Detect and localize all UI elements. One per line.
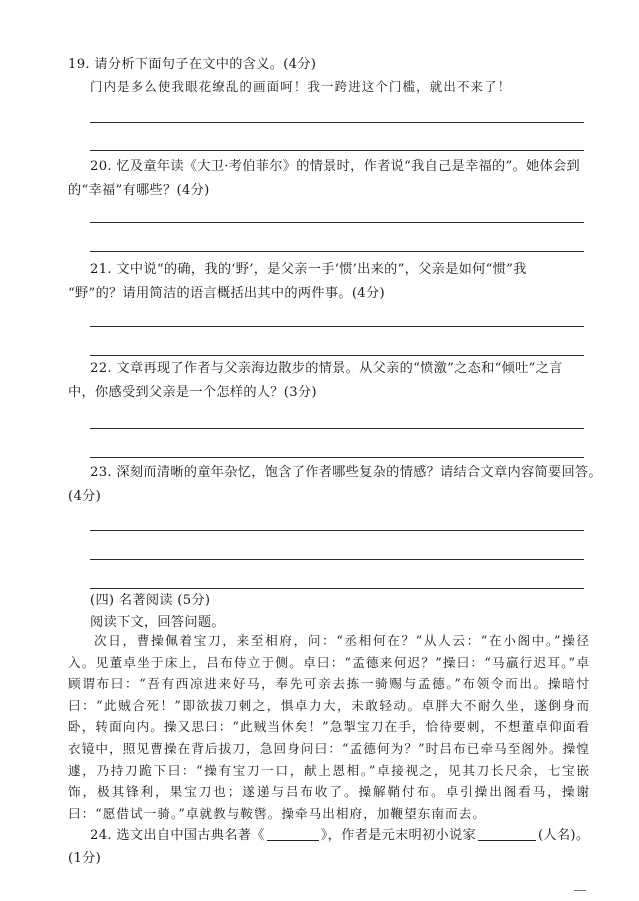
answer-line-23-1[interactable] <box>90 530 584 531</box>
answer-line-21-1[interactable] <box>90 326 584 327</box>
answer-line-21-2[interactable] <box>90 355 584 356</box>
question-24-line1 <box>90 826 610 845</box>
question-22-line2: 中，你感受到父亲是一个怎样的人？(3分) <box>68 385 317 400</box>
section-4-instruction: 阅读下文，回答问题。 <box>90 615 225 630</box>
answer-line-22-1[interactable] <box>90 428 584 429</box>
section-4-heading: (四) 名著阅读 (5分) <box>90 593 211 608</box>
question-24-part3: (人名)。 <box>537 828 590 843</box>
question-20-line1: 20. 忆及童年读《大卫·考伯菲尔》的情景时，作者说“我自己是幸福的”。她体会到 <box>90 159 581 174</box>
question-19-quote: 门内是多么使我眼花缭乱的画面呵！我一跨进这个门槛，就出不来了！ <box>90 79 512 94</box>
page-mark <box>574 890 586 891</box>
reading-passage: 次日，曹操佩着宝刀，来至相府，问：“丞相何在？”从人云：“在小阁中。”操径入。见董卓坐于床上，吕布侍立于侧。卓曰：“孟德来何迟？”操曰：“马羸行迟耳。”卓顾谓布曰：“吾有西凉进来好马，奉先可亲去拣一骑赐与孟德。”布领令而出。操暗忖曰：“此贼合死！”即欲拔刀刺之，惧卓力大，未敢轻动。卓胖大不耐久坐，遂倒身而卧，转面向内。操又思曰：“此贼当休矣！”急掣宝刀在手，恰待要刺，不想董卓仰面看衣镜中，照见曹操在背后拔刀，急回身问曰：“孟德何为？”时吕布已牵马至阁外。操惶遽，乃持刀跪下曰：“操有宝刀一口，献上恩相。”卓接视之，见其刀长尺余，七宝嵌饰，极其锋利，果宝刀也；遂递与吕布收了。操解鞘付布。卓引操出阁看马，操谢曰：“愿借试一骑。”卓就教与鞍辔。操牵马出相府，加鞭望东南而去。 <box>68 633 590 821</box>
question-24-line2: (1分) <box>68 851 102 866</box>
answer-line-20-1[interactable] <box>90 222 584 223</box>
book-title-blank[interactable] <box>267 826 319 841</box>
question-20-line2: 的“幸福”有哪些？(4分) <box>68 183 210 198</box>
question-24-part1: 24. 选文出自中国古典名著《 <box>90 828 265 843</box>
answer-line-19-2[interactable] <box>90 150 584 151</box>
question-21-line2: “野”的？请用简洁的语言概括出其中的两件事。(4分) <box>68 286 385 301</box>
answer-line-23-2[interactable] <box>90 559 584 560</box>
question-22-line1: 22. 文章再现了作者与父亲海边散步的情景。从父亲的“愤激”之态和“倾吐”之言 <box>90 361 563 376</box>
question-24-part2: 》，作者是元末明初小说家 <box>320 828 476 843</box>
question-23-line1: 23. 深刻而清晰的童年杂忆，饱含了作者哪些复杂的情感？请结合文章内容简要回答。 <box>90 465 602 480</box>
question-23-line2: (4分) <box>68 489 102 504</box>
author-name-blank[interactable] <box>478 826 536 841</box>
answer-line-23-3[interactable] <box>90 588 584 589</box>
answer-line-19-1[interactable] <box>90 122 584 123</box>
question-21-line1: 21. 文中说“的确，我的‘野’，是父亲一手‘惯’出来的”，父亲是如何“惯”我 <box>90 262 527 277</box>
question-19-prompt: 19. 请分析下面句子在文中的含义。(4分) <box>68 57 317 72</box>
answer-line-22-2[interactable] <box>90 457 584 458</box>
answer-line-20-2[interactable] <box>90 251 584 252</box>
